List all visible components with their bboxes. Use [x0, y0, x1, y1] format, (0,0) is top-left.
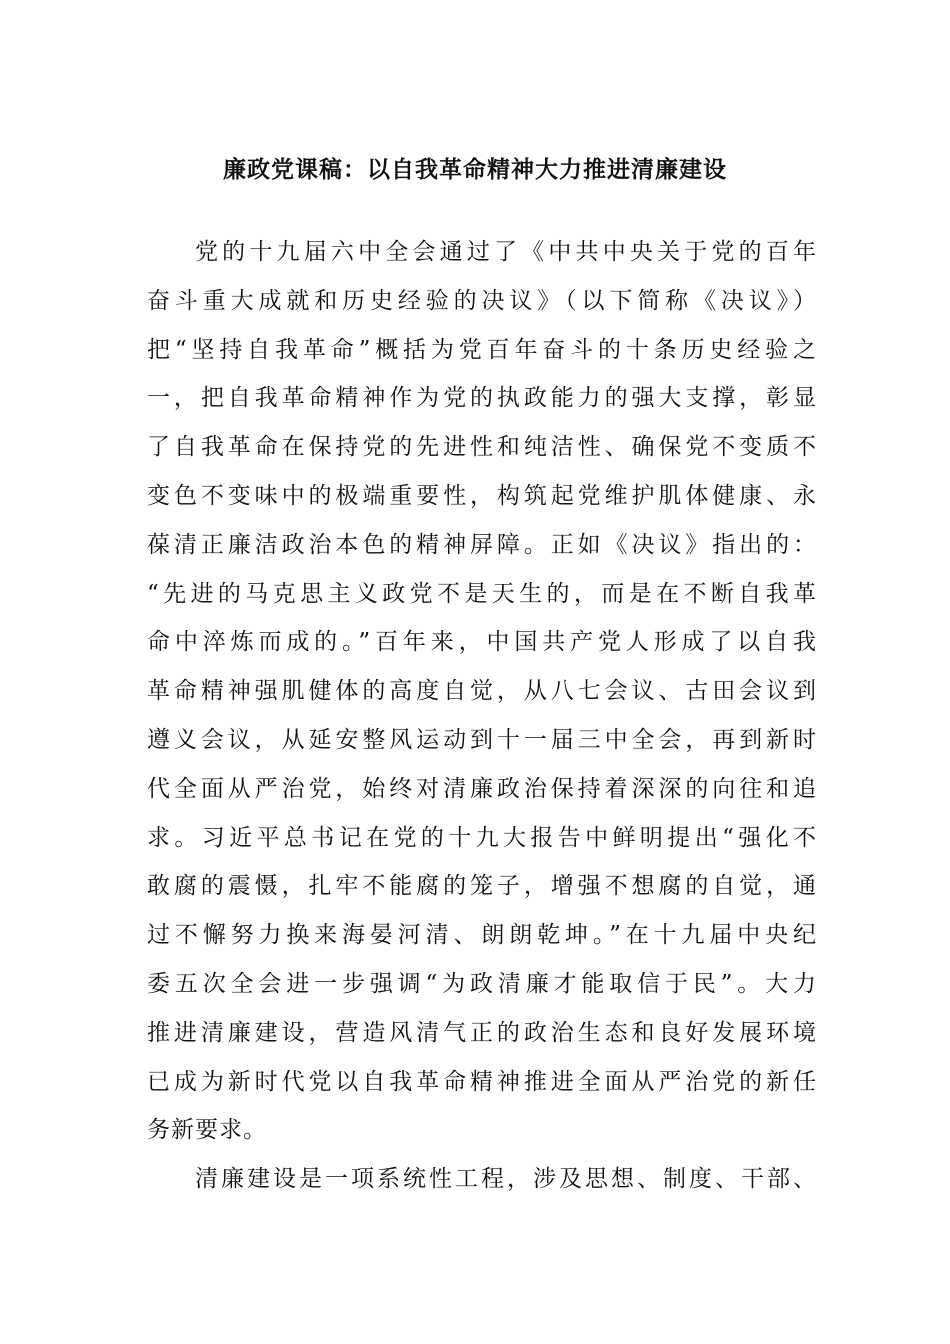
- text-line: 变色不变味中的极端重要性，构筑起党维护肌体健康、永: [147, 482, 817, 509]
- text-line: 委五次全会进一步强调“为政清廉才能取信于民”。大力: [147, 970, 817, 997]
- text-line: 奋斗重大成就和历史经验的决议》（以下简称《决议》）: [147, 287, 817, 314]
- document-title: 廉政党课稿：以自我革命精神大力推进清廉建设: [223, 157, 727, 183]
- document-body: [147, 228, 817, 1204]
- paragraph: [147, 228, 817, 1155]
- text-line: 遵义会议，从延安整风运动到十一届三中全会，再到新时: [147, 726, 817, 753]
- text-line: 推进清廉建设，营造风清气正的政治生态和良好发展环境: [147, 1019, 817, 1046]
- text-line: 已成为新时代党以自我革命精神推进全面从严治党的新任: [147, 1068, 817, 1095]
- text-line: 革命精神强肌健体的高度自觉，从八七会议、古田会议到: [147, 678, 817, 705]
- text-line: 了自我革命在保持党的先进性和纯洁性、确保党不变质不: [147, 434, 817, 461]
- text-line: 求。习近平总书记在党的十九大报告中鲜明提出“强化不: [147, 824, 817, 851]
- text-line: 把“坚持自我革命”概括为党百年奋斗的十条历史经验之: [147, 336, 817, 363]
- text-line: 务新要求。: [147, 1117, 267, 1144]
- text-line: 敢腐的震慑，扎牢不能腐的笼子，增强不想腐的自觉，通: [147, 873, 817, 900]
- text-line: 一，把自我革命精神作为党的执政能力的强大支撑，彰显: [147, 385, 817, 412]
- text-line: “先进的马克思主义政党不是天生的，而是在不断自我革: [147, 580, 817, 607]
- text-line: 葆清正廉洁政治本色的精神屏障。正如《决议》指出的：: [147, 531, 817, 558]
- text-line: 命中淬炼而成的。”百年来，中国共产党人形成了以自我: [147, 629, 817, 656]
- text-line: 党的十九届六中全会通过了《中共中央关于党的百年: [195, 239, 817, 265]
- paragraph: [147, 1155, 817, 1204]
- text-line: 过不懈努力换来海晏河清、朗朗乾坤。”在十九届中央纪: [147, 922, 817, 949]
- text-line: 清廉建设是一项系统性工程，涉及思想、制度、干部、: [195, 1166, 817, 1193]
- text-line: 代全面从严治党，始终对清廉政治保持着深深的向往和追: [147, 775, 817, 802]
